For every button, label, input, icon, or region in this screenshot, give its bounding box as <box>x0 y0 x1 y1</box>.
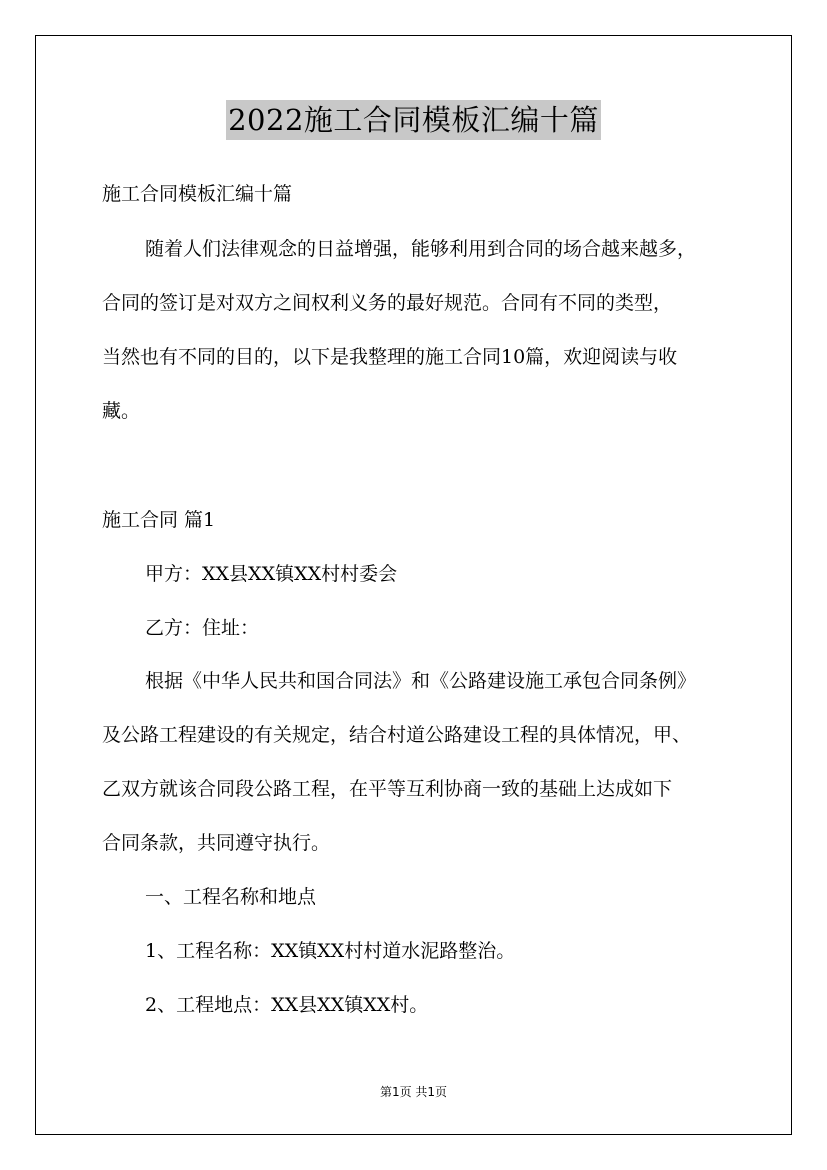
clause-item: 2、工程地点：XX县XX镇XX村。 <box>145 994 429 1016</box>
intro-line: 随着人们法律观念的日益增强，能够利用到合同的场合越来越多， <box>145 238 697 260</box>
basis-line: 乙双方就该合同段公路工程，在平等互利协商一致的基础上达成如下 <box>102 778 673 800</box>
basis-line: 合同条款，共同遵守执行。 <box>102 832 331 854</box>
subtitle: 施工合同模板汇编十篇 <box>102 183 293 205</box>
party-b: 乙方：住址： <box>145 617 260 639</box>
intro-line: 藏。 <box>102 400 141 422</box>
title-container <box>0 100 827 140</box>
document-title: 2022施工合同模板汇编十篇 <box>226 100 601 140</box>
party-a: 甲方：XX县XX镇XX村村委会 <box>145 563 398 585</box>
clause-item: 1、工程名称：XX镇XX村村道水泥路整治。 <box>145 940 516 962</box>
clause-heading: 一、工程名称和地点 <box>145 886 317 908</box>
section-heading: 施工合同 篇1 <box>102 509 216 531</box>
basis-line: 根据《中华人民共和国合同法》和《公路建设施工承包合同条例》 <box>145 670 697 692</box>
intro-line: 合同的签订是对双方之间权利义务的最好规范。合同有不同的类型， <box>102 292 673 314</box>
basis-line: 及公路工程建设的有关规定，结合村道公路建设工程的具体情况，甲、 <box>102 724 692 746</box>
page-footer: 第1页 共1页 <box>379 1085 448 1099</box>
intro-line: 当然也有不同的目的，以下是我整理的施工合同10篇，欢迎阅读与收 <box>102 346 678 368</box>
